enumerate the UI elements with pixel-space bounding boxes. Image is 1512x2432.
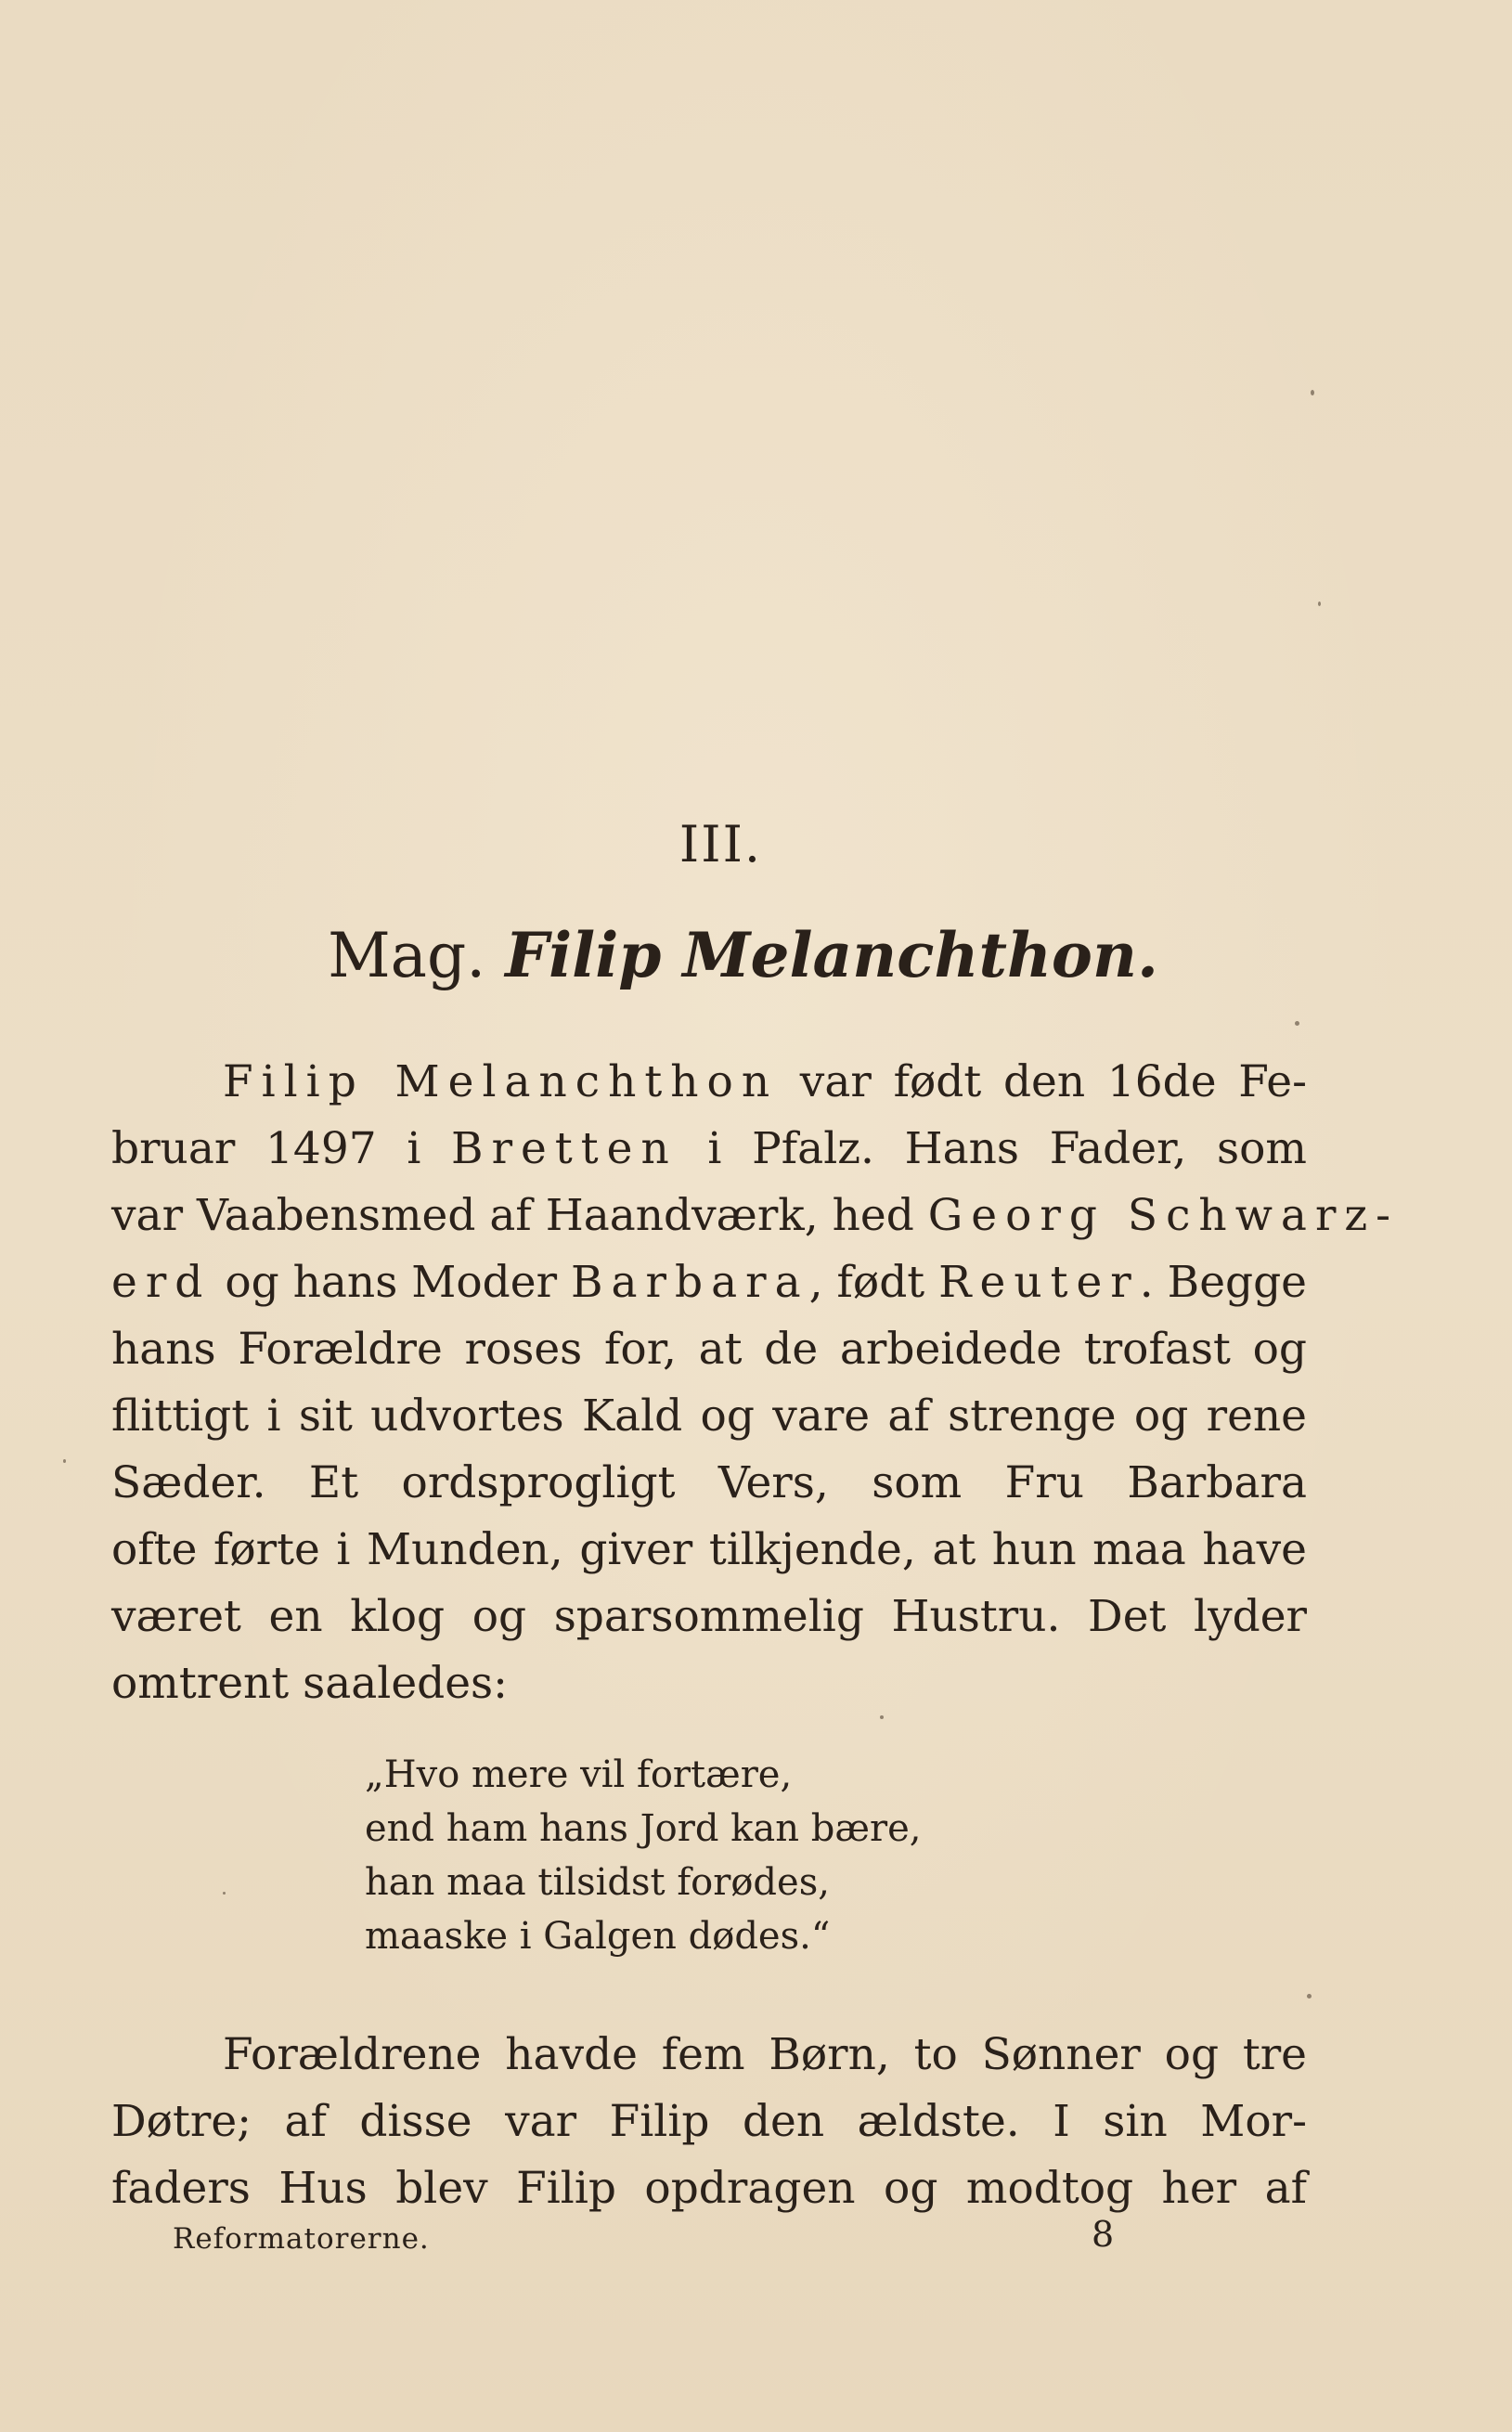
paper-speck xyxy=(63,1459,66,1463)
paper-speck xyxy=(1307,1994,1312,1999)
text-line: var Vaabensmed af Haandværk, hed Georg Schwarz- xyxy=(111,1190,1400,1241)
verse-line: „Hvo mere vil fortære, xyxy=(365,1753,793,1796)
text-line: Filip Melanchthon var født den 16de Fe- xyxy=(223,1056,1307,1107)
verse-line: end ham hans Jord kan bære, xyxy=(365,1807,922,1850)
printer-signature: Reformatorerne. xyxy=(173,2222,430,2256)
paragraph-1 xyxy=(111,1049,1400,1717)
text-line: faders Hus blev Filip opdragen og modtog her af xyxy=(111,2163,1307,2214)
text-line: hans Forældre roses for, at de arbeidede trofast og xyxy=(111,1324,1307,1375)
chapter-title xyxy=(0,919,1499,991)
paper-speck xyxy=(1311,390,1314,395)
paragraph-2 xyxy=(111,2022,1307,2222)
text-line: bruar 1497 i Bretten i Pfalz. Hans Fader, som xyxy=(111,1123,1307,1174)
text-line: været en klog og sparsommelig Hustru. Det lyder xyxy=(111,1591,1307,1642)
paper-speck xyxy=(223,1892,226,1895)
section-number: III. xyxy=(678,815,763,873)
paper-speck xyxy=(1295,1021,1299,1026)
verse-line: maaske i Galgen dødes.“ xyxy=(365,1915,831,1958)
verse-line: han maa tilsidst forødes, xyxy=(365,1861,830,1904)
paper-speck xyxy=(1318,602,1321,606)
text-line: erd og hans Moder Barbara, født Reuter. Begge xyxy=(111,1257,1308,1308)
text-line: ofte førte i Munden, giver tilkjende, at hun maa have xyxy=(111,1524,1307,1575)
text-line: omtrent saaledes: xyxy=(111,1658,508,1709)
text-line: Døtre; af disse var Filip den ældste. I sin Mor- xyxy=(111,2096,1307,2147)
text-line: Sæder. Et ordsprogligt Vers, som Fru Barbara xyxy=(111,1457,1307,1508)
sheet-number: 8 xyxy=(1092,2214,1115,2255)
verse-block xyxy=(365,1748,921,1963)
title-name: Filip Melanchthon. xyxy=(505,919,1158,991)
text-line: flittigt i sit udvortes Kald og vare af strenge og rene xyxy=(111,1391,1307,1442)
title-prefix: Mag. xyxy=(328,920,486,991)
text-line: Forældrene havde fem Børn, to Sønner og tre xyxy=(223,2029,1307,2080)
paper-speck xyxy=(880,1715,884,1719)
